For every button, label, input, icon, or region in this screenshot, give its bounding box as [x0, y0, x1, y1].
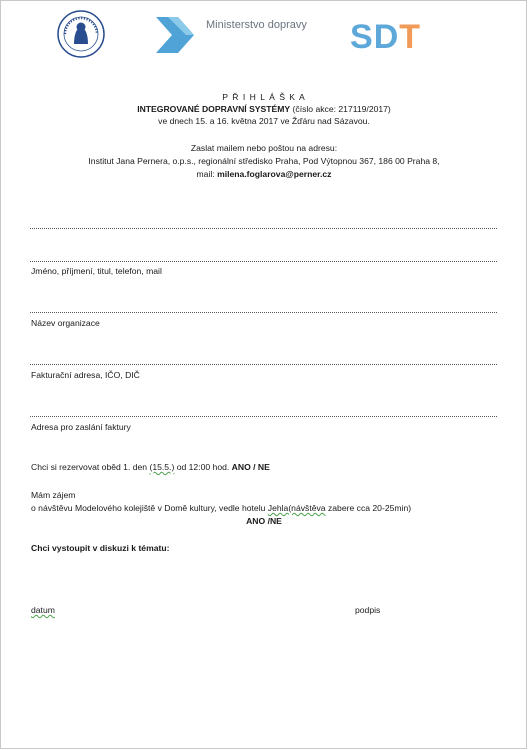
- form-title: P Ř I H L Á Š K A: [222, 92, 306, 102]
- event-title: [0, 103, 528, 115]
- send-mail: [0, 168, 528, 180]
- lunch-date: (15.5.): [149, 462, 175, 472]
- event-name: INTEGROVANÉ DOPRAVNÍ SYSTÉMY: [137, 104, 291, 114]
- interest-line-2: [31, 503, 411, 513]
- discussion-label: Chci vystoupit v diskuzi k tématu:: [31, 543, 170, 553]
- signature-label: podpis: [355, 605, 381, 615]
- send-instruction: Zaslat mailem nebo poštou na adresu:: [190, 143, 338, 153]
- interest-text-c: zabere cca 20-25min): [325, 503, 412, 513]
- event-number: (číslo akce: 217119/2017): [290, 104, 391, 114]
- sdt-letter-d: D: [373, 18, 400, 56]
- org-label: Název organizace: [31, 318, 100, 328]
- interest-text-b: Jehla(návštěva: [267, 503, 326, 513]
- lunch-line: [31, 462, 270, 472]
- sdt-letter-s: S: [350, 18, 374, 56]
- name-label: Jméno, příjmení, titul, telefon, mail: [31, 266, 162, 276]
- interest-text-a: o návštěvu Modelového kolejiště v Domě kultury, vedle hotelu: [31, 503, 268, 513]
- lunch-text-2: od 12:00 hod.: [174, 462, 232, 472]
- date-label: datum: [31, 605, 55, 615]
- invoice-send-label: Adresa pro zaslání faktury: [31, 422, 131, 432]
- interest-line-1: Mám zájem: [31, 490, 76, 500]
- event-dates: ve dnech 15. a 16. května 2017 ve Žďáru nad Sázavou.: [158, 116, 370, 126]
- field-line-invoice[interactable]: [30, 364, 497, 365]
- field-line-invoice-send[interactable]: [30, 416, 497, 417]
- ministry-name: Ministerstvo dopravy: [206, 19, 307, 31]
- lunch-answer[interactable]: ANO / NE: [231, 462, 270, 472]
- mail-label: mail:: [196, 169, 218, 179]
- sdt-letter-t: T: [399, 18, 422, 56]
- field-line-name[interactable]: [30, 261, 497, 262]
- ministry-logo-icon: [156, 14, 202, 56]
- interest-answer[interactable]: ANO /NE: [246, 516, 282, 526]
- seal-logo-icon: [57, 10, 105, 58]
- lunch-text-1: Chci si rezervovat oběd 1. den: [31, 462, 150, 472]
- sdt-logo: [350, 20, 421, 54]
- field-line-top[interactable]: [30, 228, 497, 229]
- invoice-label: Fakturační adresa, IČO, DIČ: [31, 370, 140, 380]
- mail-address: milena.foglarova@perner.cz: [217, 169, 332, 179]
- date-signature-line[interactable]: [31, 605, 385, 615]
- field-line-org[interactable]: [30, 312, 497, 313]
- send-address: Institut Jana Pernera, o.p.s., regionální středisko Praha, Pod Výtopnou 367, 186 00 Praha 8,: [88, 156, 440, 166]
